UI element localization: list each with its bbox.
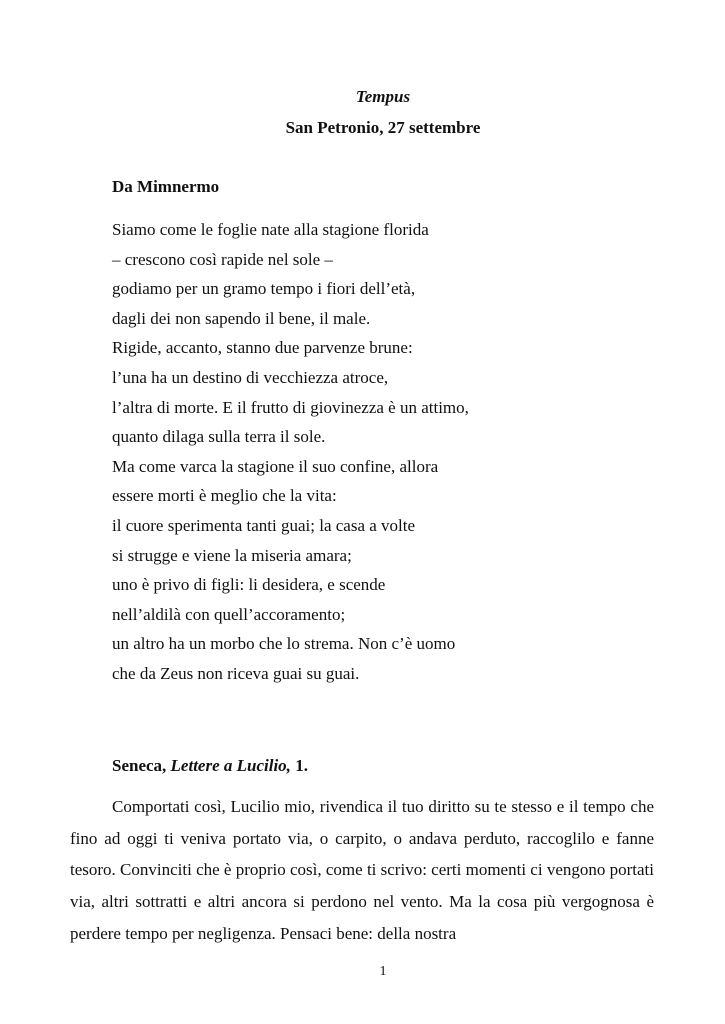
poem-line: dagli dei non sapendo il bene, il male. [112, 308, 371, 328]
page-number: 1 [379, 964, 387, 979]
poem-line: godiamo per un gramo tempo i fiori dell’età, [112, 279, 416, 299]
poem-mimnermo [112, 215, 469, 689]
poem-line: il cuore sperimenta tanti guai; la casa a volte [112, 515, 416, 535]
poem-line: l’altra di morte. E il frutto di giovinezza è un attimo, [112, 397, 469, 417]
poem-line: si strugge e viene la miseria amara; [112, 545, 352, 565]
poem-line: l’una ha un destino di vecchiezza atroce, [112, 367, 389, 387]
section-heading-seneca [112, 755, 308, 777]
poem-line: quanto dilaga sulla terra il sole. [112, 427, 326, 447]
poem-line: – crescono così rapide nel sole – [112, 249, 333, 269]
poem-line: Siamo come le foglie nate alla stagione florida [112, 220, 429, 239]
section-heading-mimnermo: Da Mimnermo [112, 177, 220, 196]
poem-line: Ma come varca la stagione il suo confine, allora [112, 456, 439, 476]
seneca-work-title: Lettere a Lucilio, [170, 756, 291, 775]
seneca-paragraph: Comportati così, Lucilio mio, rivendica il tuo diritto su te stesso e il tempo che fino ad oggi ti veniva portato via, o carpito, o andava perduto, raccoglilo e fanne tesoro. Convinciti che è proprio così, come ti scrivo: certi momenti ci vengono portati via, altri sottratti e altri ancora si perdono nel vento. Ma la cosa più vergognosa è perdere tempo per negligenza. Pensaci bene: della nostra [70, 797, 654, 943]
poem-line: un altro ha un morbo che lo strema. Non c’è uomo [112, 634, 456, 654]
poem-line: uno è privo di figli: li desidera, e scende [112, 575, 386, 595]
seneca-author: Seneca, [112, 756, 171, 775]
seneca-letter-number: 1. [290, 756, 308, 775]
poem-line: nell’aldilà con quell’accoramento; [112, 604, 346, 624]
document-subtitle: San Petronio, 27 settembre [285, 118, 481, 137]
poem-line: che da Zeus non riceva guai su guai. [112, 663, 360, 683]
poem-line: Rigide, accanto, stanno due parvenze brune: [112, 338, 413, 358]
poem-line: essere morti è meglio che la vita: [112, 486, 337, 506]
document-title: Tempus [355, 87, 411, 106]
